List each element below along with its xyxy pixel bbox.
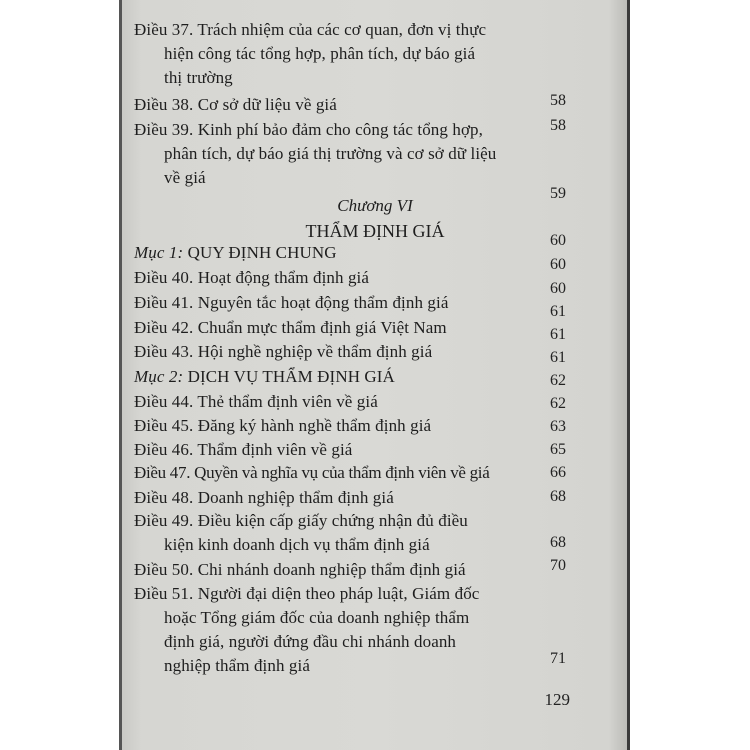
toc-entry-49: Điều 49. Điều kiện cấp giấy chứng nhận đủ điều xyxy=(134,511,468,530)
page-number-43: 61 xyxy=(550,349,566,366)
toc-entry-46: Điều 46. Thẩm định viên về giá xyxy=(134,440,353,459)
toc-entry-51-line4: nghiệp thẩm định giá xyxy=(164,656,311,675)
page-number-44: 62 xyxy=(550,395,566,412)
page-number-41: 61 xyxy=(550,303,566,320)
page-number-40: 60 xyxy=(550,280,566,297)
toc-entry-51: Điều 51. Người đại diện theo pháp luật, Giám đốc xyxy=(134,584,480,603)
section-prefix: Mục 1: xyxy=(134,243,184,262)
toc-entry-37: Điều 37. Trách nhiệm của các cơ quan, đơn vị thực xyxy=(134,20,487,39)
toc-entry-39-line2: phân tích, dự báo giá thị trường và cơ sở dữ liệu xyxy=(164,144,497,163)
page-number-38: 58 xyxy=(550,117,566,134)
toc-entry-50: Điều 50. Chi nhánh doanh nghiệp thẩm định giá xyxy=(134,560,466,579)
page-number-section2: 62 xyxy=(550,372,566,389)
toc-entry-38: Điều 38. Cơ sở dữ liệu về giá xyxy=(134,95,337,114)
page-number-45: 63 xyxy=(550,418,566,435)
toc-entry-40: Điều 40. Hoạt động thẩm định giá xyxy=(134,268,370,287)
page-number-37: 58 xyxy=(550,92,566,109)
toc-entry-41: Điều 41. Nguyên tắc hoạt động thẩm định giá xyxy=(134,293,449,312)
toc-entry-44: Điều 44. Thẻ thẩm định viên về giá xyxy=(134,392,378,411)
page-number-47: 66 xyxy=(550,464,566,481)
toc-entry-51-line3: định giá, người đứng đầu chi nhánh doanh xyxy=(164,632,457,651)
page-number-42: 61 xyxy=(550,326,566,343)
toc-entry-39: Điều 39. Kinh phí bảo đảm cho công tác tổng hợp, xyxy=(134,120,483,139)
toc-entry-49-line2: kiện kinh doanh dịch vụ thẩm định giá xyxy=(164,535,430,554)
toc-entry-37-line3: thị trường xyxy=(164,68,233,87)
chapter-title: THẨM ĐỊNH GIÁ xyxy=(305,221,445,241)
page-number-section1: 60 xyxy=(550,256,566,273)
page-edge-right xyxy=(627,0,630,750)
page-number-50: 70 xyxy=(550,557,566,574)
section-title: QUY ĐỊNH CHUNG xyxy=(187,243,337,262)
section-prefix: Mục 2: xyxy=(134,367,184,386)
section-heading-2 xyxy=(134,367,395,387)
page-number-46: 65 xyxy=(550,441,566,458)
page-number-39: 59 xyxy=(550,185,566,202)
toc-entry-45: Điều 45. Đăng ký hành nghề thẩm định giá xyxy=(134,416,432,435)
toc-entry-47: Điều 47. Quyền và nghĩa vụ của thẩm định viên về giá xyxy=(134,463,490,482)
toc-entry-43: Điều 43. Hội nghề nghiệp về thẩm định giá xyxy=(134,342,433,361)
page-number-51: 71 xyxy=(550,650,566,667)
toc-entry-48: Điều 48. Doanh nghiệp thẩm định giá xyxy=(134,488,394,507)
section-heading-1 xyxy=(134,243,337,263)
chapter-label: Chương VI xyxy=(337,196,413,215)
section-title: DỊCH VỤ THẨM ĐỊNH GIÁ xyxy=(187,367,395,386)
toc-entry-51-line2: hoặc Tổng giám đốc của doanh nghiệp thẩm xyxy=(164,608,470,627)
page-edge-left xyxy=(119,0,122,750)
page-number-48: 68 xyxy=(550,488,566,505)
page-number-49: 68 xyxy=(550,534,566,551)
folio-page-number: 129 xyxy=(544,690,570,709)
toc-entry-39-line3: về giá xyxy=(164,168,206,187)
toc-entry-37-line2: hiện công tác tổng hợp, phân tích, dự báo giá xyxy=(164,44,476,63)
page-number-chapter: 60 xyxy=(550,232,566,249)
toc-entry-42: Điều 42. Chuẩn mực thẩm định giá Việt Nam xyxy=(134,318,447,337)
